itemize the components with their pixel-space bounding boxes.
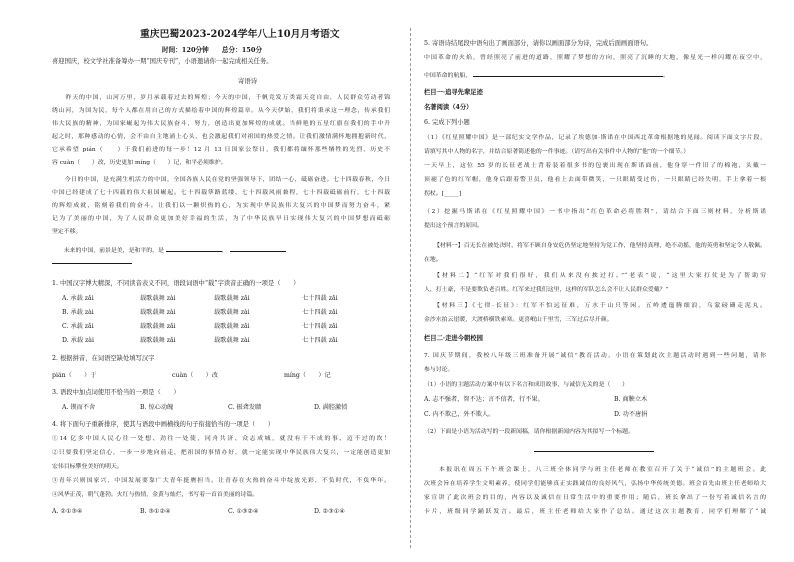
section-1-subtitle: 名著阅读（4分）: [424, 104, 473, 111]
q6-2-line-1: （2）挖掘马斯诺在《红星照耀中国》一书中指出“红色革命必将胜利”，请结合下面三则材料，分析斯诺: [424, 209, 766, 215]
intro-text: 喜迎国庆，校文学社准备筹办一期“国庆专刊”，小语邀请你一起完成相关任务。: [52, 58, 273, 65]
q2-stem: 2. 根据拼音，在词语空缺处填写汉字: [52, 355, 155, 362]
q2-item-3[interactable]: míng（ ）记: [284, 372, 331, 379]
q6-1-line-2: 请填写其中人物的名字，并结合原著简述他的一件事迹。（请写出有关事件中人物的“他”的一个细节。）: [424, 149, 690, 155]
p2-line-1: 今日的中国，是充满生机活力的中国，全国各族人民在党的坚强领导下，团结一心，砥砺奋进。七十四载春秋，今日: [52, 177, 390, 183]
p1-line-5: 它承希望 pián（ ）于我们前进的每一步！12 月 13 日国家公祭日，我们都将缅怀那些牺牲的先烈，历史不: [52, 147, 390, 153]
p3-blank-2[interactable]: [230, 245, 286, 252]
q2-item-2[interactable]: cuàn（ ）改: [172, 372, 219, 379]
q1-opt-c-1[interactable]: C. 承载 zǎi: [62, 323, 94, 330]
q5-line-1: 中国革命的火焰，曾经照亮了前进的道路，照耀了梦想的方向，照亮了沉睡的大地，像星光一样闪耀在夜空中，: [424, 55, 766, 61]
q5-line-2: 中国革命的航船， 。: [424, 70, 669, 80]
q5-stem: 5. 寄语诗结尾段中语句出了画面部分，请你以画面部分为诗，完成后面画面语句。: [424, 40, 653, 47]
q7-1-stem: （1）小语的主题活动方案中有以下名言和成语故事，与诚信无关的是（ ）: [424, 382, 629, 388]
q7-opt-c[interactable]: C. 内不欺己，外不欺人。: [424, 411, 495, 418]
p2-line-2: 中国已经建成了七十四载的伟大祖国崛起。七十四载筚路蓝缕，七十四载风雨兼程，七十四载砥砺前行，七十四载: [52, 190, 390, 196]
q1-opt-a-1[interactable]: A. 承载 zǎi: [62, 295, 94, 302]
q4-line-4: ③青年兴则国家兴，中国发展要靠广大青年挺膺担当。让青春在火热的奋斗中绽放光彩，不负时代，不负华年。: [52, 478, 390, 484]
q7-stem: 7. 国庆节期间，我校八年级三班准备开展“诚信”教育活动，小语在策划此次主题活动时遇到一些问题，请你: [424, 353, 766, 359]
q7-opt-a[interactable]: A. 志不强者，智不达；言不信者，行不果。: [424, 396, 544, 403]
q4-opt-b[interactable]: B. ③①②④: [140, 508, 171, 515]
section-1-title: 栏目一·追寻先辈足迹: [424, 89, 483, 96]
q1-opt-d-4: 七十四载 zǎi: [302, 337, 338, 344]
news-line-1: 本报讯在周五下午班会课上，八三班全体同学与班主任老师在教室召开了关于“诚信”的主题班会。此: [424, 467, 766, 473]
q1-opt-a-4: 七十四载 zǎi: [302, 295, 338, 302]
q4-opt-a[interactable]: A. ②①③④: [52, 508, 83, 515]
q7-opt-d[interactable]: D. 功不唐捐: [614, 411, 648, 418]
q7-2-title-blank[interactable]: [534, 451, 654, 452]
poem-title: 寄语诗: [238, 77, 258, 85]
p2-line-3: 的辉煌成就，铭刻着我们的奋斗。让我们以一颗炽热的心，为实现中华民族伟大复兴的中国梦而努力奋斗，紧: [52, 203, 390, 209]
q5-line-2-text: 中国革命的航船，: [424, 73, 472, 79]
section-2-title: 栏目二·走进今朝校园: [424, 335, 483, 342]
q3-opt-b[interactable]: B. 惊心动魄: [140, 404, 174, 411]
q4-opt-c[interactable]: C. ①③②④: [228, 508, 259, 515]
p3-blank-3[interactable]: [52, 263, 132, 264]
p3-text: 未来的中国，前景是美，是和平的，是: [52, 248, 164, 254]
news-line-2: 次班会旨在培养学生文明素养，使同学们能够真正实践诚信的良好风气，弘扬中华传统美德。班会首先由班主任老师给大: [424, 481, 766, 487]
q6-1-line-5: 拐杖。[_____]: [424, 191, 461, 197]
q3-opt-a[interactable]: A. 锲而不舍: [62, 404, 96, 411]
q3-stem: 3. 语段中加点词使用不恰当的一项是（ ）: [52, 389, 180, 396]
column-divider: [410, 28, 411, 548]
q4-opt-d[interactable]: D. ②③①④: [314, 508, 345, 515]
q6-stem: 6. 完成下列小题: [424, 119, 470, 126]
material-1: 【材料一】百无长在被处决时，将军不顾自身安危仍坚定地坚持为党工作，他坚持真理，绝不动摇，他的英勇和坚定令人敬佩。: [434, 243, 766, 249]
p1-line-6: 容 cuàn（ ）改，历史更加 míng（ ）记，和平必须维护。: [52, 160, 227, 166]
p2-line-5: 坚定不移。: [52, 229, 82, 235]
news-line-3: 家宣讲了此次班会的目的，内容以及诚信在日常生活中的重要作用；随后，班长拿出了一份写着诚信名言的: [424, 495, 766, 501]
q1-opt-a-3: 载歌载舞 zǎi: [214, 295, 250, 302]
q4-stem: 4. 将下面句子重新排序，使其与语段中画横线的句子衔接恰当的一项是（ ）: [52, 421, 275, 428]
q3-opt-c[interactable]: C. 振聋发聩: [228, 404, 262, 411]
p2-line-4: 记为了美丽的中国，为了人民群众更加美好幸福的生活，为了中华民族早日实现伟大复兴的中国梦想而砥砺: [52, 216, 390, 222]
q1-stem: 1. 中国汉字博大精深，不同读音表义不同，语段词语中“载”字读音正确的一项是（ ）: [52, 280, 300, 287]
material-2-cont: 人，打土豪，不是要欺负老百姓。红军来过我们这里，这样的军队怎么会不让人民群众爱戴？”: [424, 287, 669, 293]
p3-blank-1[interactable]: [166, 245, 222, 252]
material-3: 【材料三】《七律·长征》：红军不怕远征难，万水千山只等闲。五岭逶迤腾细浪，乌蒙磅礴走泥丸。: [434, 303, 766, 309]
q7-stem-cont: 参与讨论。: [424, 367, 454, 373]
q3-opt-d[interactable]: D. 满腔激愤: [314, 404, 348, 411]
q1-opt-c-3: 载歌载舞 zǎi: [214, 323, 250, 330]
material-3-cont: 金沙水拍云崖暖，大渡桥横铁索寒。更喜岷山千里雪，三军过后尽开颜。: [424, 317, 613, 323]
q4-line-3: 宏伟目标攀登美好的明天。: [52, 464, 123, 470]
q1-opt-d-3: 载歌载舞 zài: [214, 337, 250, 344]
p3-line: 未来的中国，前景是美，是和平的，是 ，: [52, 245, 286, 255]
q5-answer-blank[interactable]: [473, 70, 663, 77]
q1-opt-c-2: 载歌载舞 zǎi: [140, 323, 176, 330]
q1-opt-b-3: 载歌载舞 zài: [214, 309, 250, 316]
q4-line-1: ①14 亿多中国人民心往一处想、劲往一处使，同舟共济、众志成城，就没有干不成的事、迈不过的坎！: [52, 436, 390, 442]
material-1-cont: 在地。: [424, 257, 442, 263]
exam-meta: 时间：120分钟 总分：150分: [162, 46, 263, 54]
q1-opt-b-4: 七十四载 zǎi: [302, 309, 338, 316]
q1-opt-d-2: 载歌载舞 zǎi: [140, 337, 176, 344]
p1-line-3: 伟大民族的精神，为国家崛起为伟大民族奋斗，努力，创造出更加辉煌的成就。当鲜艳的五星红旗在我们的手中升: [52, 121, 390, 127]
q1-opt-b-1[interactable]: B. 承载 zài: [62, 309, 94, 316]
material-2: 【材料二】“红军对我们很好，我们从来没有挨过打。”“老表”说，“这里大家打仗是为了帮助穷: [434, 273, 766, 279]
p1-line-1: 昨天的中国，山河万里，岁月承载着过去的辉煌；今天的中国，千帆竞发万类霜天竞自由，人民群众劳动者锦: [52, 95, 390, 101]
q1-opt-c-4: 七十四载 zǎi: [302, 323, 338, 330]
q6-2-line-2: 提出这个预言的原因。: [424, 223, 483, 229]
q7-2-stem: （2）下面是小语为活动写的一段新闻稿，请你根据新闻内容为其拟写一个标题。: [424, 429, 634, 435]
q4-line-5: ④风华正茂，朝气蓬勃。火红与热情，金黄与灿烂，书写着一首首美丽的诗篇。: [52, 492, 259, 498]
q2-item-1[interactable]: pián（ ）于: [52, 372, 97, 379]
q6-1-line-1: （1）《红星照耀中国》是一部纪实文学作品，记录了埃德加·斯诺在中国西北革命根据地的见闻。阅读下面文字片段，: [424, 135, 766, 141]
q6-1-line-4: 顶褪了色的红军帽，他身后跟着警卫员，他看上去面带微笑，一只眼睛受过伤，一只眼睛已经失明，手上拿着一根: [424, 177, 766, 183]
q1-opt-d-1[interactable]: D. 承载 zài: [62, 337, 94, 344]
exam-title: 重庆巴蜀2023-2024学年八上10月月考语文: [140, 29, 340, 40]
p1-line-4: 起之时，那种感动的心情，会不由自主地涌上心头，也会激起我们对祖国的热爱之情。让我们激情满怀地拥抱新时代，: [52, 134, 390, 140]
q1-opt-a-2: 载歌载舞 zài: [140, 295, 176, 302]
p1-line-2: 绣山河，为国为民，每个人都在用自己的方式描绘着中国的辉煌篇章。从今天伊始，我们将秉承这一理念，传承我们: [52, 108, 390, 114]
q7-opt-b[interactable]: B. 商鞅立木: [614, 396, 648, 403]
news-line-4: 卡片，班级同学踊跃发言。最后，班主任老师给大家作了总结。通过这次主题教育，同学们理解了“诚: [424, 509, 766, 515]
q6-1-line-3: 一天早上，这位 55 岁的长征老战士背着装着很多书的包裹出现在斯诺面前，他身穿一件旧了的棉袍，头戴一: [424, 163, 766, 169]
q4-line-2: ②只要我们坚定信心，一步一步地向前走，把祖国的事情办好，就一定能实现中华民族伟大复兴，一定能创造更加: [52, 450, 390, 456]
q1-opt-b-2: 载歌载舞 zài: [140, 309, 176, 316]
